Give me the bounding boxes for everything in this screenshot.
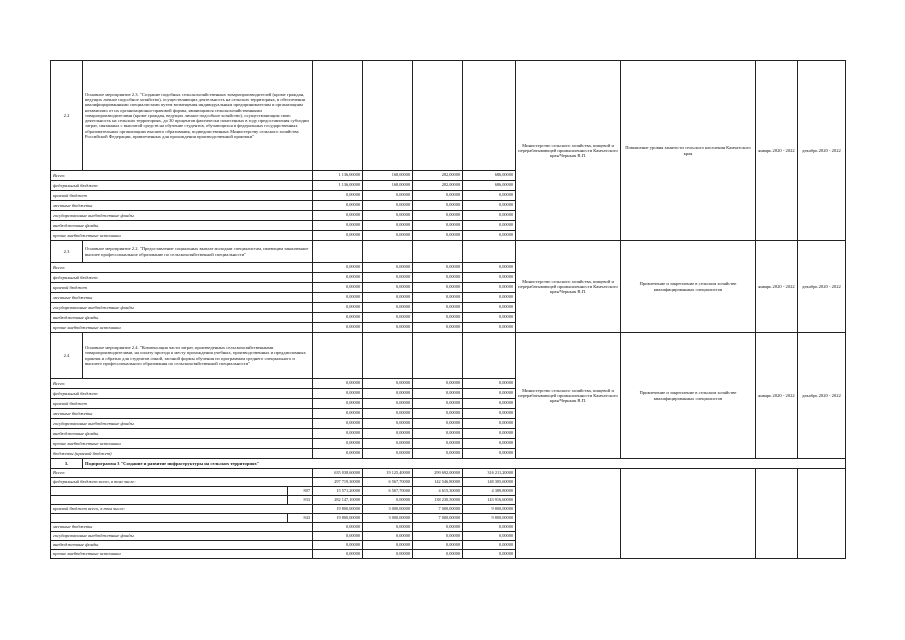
empty-cell (51, 496, 288, 505)
funding-value: 0,00000 (313, 201, 363, 211)
funding-value: 0,00000 (363, 293, 413, 303)
empty-cell (363, 61, 413, 171)
funding-value: 143 916,60000 (463, 496, 516, 505)
funding-value: 0,00000 (463, 273, 516, 283)
empty-cell (413, 61, 463, 171)
funding-source-label: внебюджетные фонды (51, 313, 313, 323)
section-description: Основное мероприятие 2.4. "Компенсация части затрат, произведенных сельскохозяйственными товаропроизводителями, на оплату проезда к месту прохождения учебных, производственных и преддипломных практик и обратно для студентов очной, заочной формы обучения по программам среднего специального и высшего профессионального образования по сельскохозяйственной специальности" (83, 333, 313, 379)
expected-result: Привлечение и закрепление в сельском хозяйстве квалифицированных специалистов (621, 241, 756, 333)
funding-value: 0,00000 (463, 263, 516, 273)
funding-source-label: прочие внебюджетные источники (51, 231, 313, 241)
funding-value: 0,00000 (363, 419, 413, 429)
funding-source-label: местные бюджеты (51, 523, 313, 532)
funding-value: 9 800,00000 (463, 505, 516, 514)
funding-value: 0,00000 (363, 523, 413, 532)
funding-source-label: краевой бюджет (51, 283, 313, 293)
funding-value: 6 567,70000 (363, 487, 413, 496)
funding-value: 9 800,00000 (463, 514, 516, 523)
funding-value: 0,00000 (463, 532, 516, 541)
budget-code: 843 (288, 514, 313, 523)
funding-value: 0,00000 (413, 303, 463, 313)
empty-cell (363, 333, 413, 379)
funding-value: 0,00000 (463, 419, 516, 429)
funding-value: 0,00000 (313, 231, 363, 241)
funding-value: 0,00000 (413, 323, 463, 333)
funding-value: 0,00000 (413, 523, 463, 532)
funding-value: 297 719,30000 (313, 478, 363, 487)
funding-source-label: государственные внебюджетные фонды (51, 532, 313, 541)
funding-value: 0,00000 (463, 283, 516, 293)
funding-value: 3 000,00000 (363, 505, 413, 514)
funding-value: 686,00000 (463, 171, 516, 181)
funding-value: 0,00000 (313, 211, 363, 221)
funding-value: 168,00000 (363, 171, 413, 181)
funding-value: 0,00000 (463, 389, 516, 399)
subprogram-number: 3. (51, 459, 83, 469)
funding-source-label: государственные внебюджетные фонды (51, 303, 313, 313)
funding-source-label: федеральный бюджет (51, 273, 313, 283)
funding-value: 19 125,40000 (363, 469, 413, 478)
funding-value: 142 546,80000 (413, 478, 463, 487)
start-date (756, 469, 798, 559)
funding-source-label: бюджеты (краевой бюджет) (51, 449, 313, 459)
section-header-row (51, 241, 846, 263)
funding-value: 0,00000 (413, 379, 463, 389)
section-number: 2.4 (51, 333, 83, 379)
funding-value: 0,00000 (363, 191, 413, 201)
funding-value: 19 800,00000 (313, 514, 363, 523)
funding-value: 0,00000 (413, 429, 463, 439)
responsible-executor: Министерство сельского хозяйства, пищевой и перерабатывающей промышленности Камчатского края/Черныш В.П. (516, 61, 621, 241)
funding-value: 0,00000 (363, 221, 413, 231)
funding-value: 0,00000 (363, 283, 413, 293)
funding-value: 0,00000 (313, 449, 363, 459)
funding-value: 0,00000 (363, 409, 413, 419)
funding-value: 0,00000 (413, 293, 463, 303)
start-date: январь 2020 - 2022 (756, 333, 798, 459)
funding-value: 19 800,00000 (313, 505, 363, 514)
budget-code: 833 (288, 496, 313, 505)
funding-source-label: федеральный бюджет (51, 181, 313, 191)
funding-source-label: местные бюджеты (51, 409, 313, 419)
funding-value: 0,00000 (413, 550, 463, 559)
funding-value: 0,00000 (463, 221, 516, 231)
funding-value: 0,00000 (363, 496, 413, 505)
empty-cell (463, 241, 516, 263)
funding-value: 0,00000 (363, 323, 413, 333)
funding-value: 0,00000 (413, 221, 463, 231)
funding-source-label: Всего: (51, 263, 313, 273)
funding-value: 0,00000 (463, 550, 516, 559)
funding-value: 0,00000 (463, 201, 516, 211)
funding-value: 0,00000 (363, 389, 413, 399)
funding-value: 0,00000 (313, 263, 363, 273)
funding-source-label: внебюджетные фонды (51, 541, 313, 550)
empty-cell (363, 241, 413, 263)
expected-result: Повышение уровня занятости сельского населения Камчатского края (621, 61, 756, 241)
funding-source-label: прочие внебюджетные источники (51, 323, 313, 333)
funding-value: 0,00000 (463, 303, 516, 313)
funding-source-label: внебюджетные фонды (51, 429, 313, 439)
funding-source-label: внебюджетные фонды (51, 221, 313, 231)
funding-value: 0,00000 (313, 303, 363, 313)
funding-value: 0,00000 (363, 303, 413, 313)
funding-source-label: краевой бюджет (51, 191, 313, 201)
funding-value: 0,00000 (313, 439, 363, 449)
responsible-executor (516, 469, 621, 559)
funding-value: 0,00000 (463, 323, 516, 333)
empty-cell (313, 333, 363, 379)
funding-value: 0,00000 (363, 541, 413, 550)
funding-value: 0,00000 (413, 532, 463, 541)
funding-value: 0,00000 (413, 263, 463, 273)
funding-value: 0,00000 (413, 191, 463, 201)
funding-value: 4 615,30000 (413, 487, 463, 496)
funding-value: 0,00000 (363, 231, 413, 241)
responsible-executor: Министерство сельского хозяйства, пищевой и перерабатывающей промышленности Камчатского края/Черныш В.П. (516, 241, 621, 333)
funding-value: 0,00000 (463, 313, 516, 323)
funding-value: 0,00000 (363, 399, 413, 409)
section-number: 2.2 (51, 61, 83, 171)
funding-value: 4 389,80000 (463, 487, 516, 496)
funding-value: 686,00000 (463, 181, 516, 191)
funding-source-label: прочие внебюджетные источники (51, 550, 313, 559)
funding-value: 0,00000 (463, 541, 516, 550)
funding-source-label: государственные внебюджетные фонды (51, 211, 313, 221)
funding-value: 0,00000 (313, 550, 363, 559)
end-date: декабрь 2020 - 2022 (798, 61, 846, 241)
funding-value: 6 567,70000 (363, 478, 413, 487)
end-date: декабрь 2020 - 2022 (798, 241, 846, 333)
funding-value: 0,00000 (313, 389, 363, 399)
funding-value: 3 000,00000 (363, 514, 413, 523)
empty-cell (313, 61, 363, 171)
funding-value: 316 211,20000 (463, 469, 516, 478)
funding-value: 1 136,00000 (313, 181, 363, 191)
funding-value: 0,00000 (413, 273, 463, 283)
funding-value: 282,00000 (413, 181, 463, 191)
section-header-row (51, 333, 846, 379)
funding-value: 282 147,10000 (313, 496, 363, 505)
funding-value: 0,00000 (313, 293, 363, 303)
expected-result (621, 469, 756, 559)
funding-value: 0,00000 (413, 399, 463, 409)
funding-source-label: прочие внебюджетные источники (51, 439, 313, 449)
funding-value: 635 038,60000 (313, 469, 363, 478)
section-description: Основное мероприятие 2.3. "Создание подобных сельскохозяйственных товаропроизводителей (кроме граждан, ведущих личное подсобное хозяйство), осуществляющих деятельность на сельских территориях, в обеспечении квалифицированными специалистами путем возмещения индивидуальным предпринимателям и организациям независимо от их организационно-правовой формы, являющимся сельскохозяйственными товаропроизводителями (кроме граждан, ведущих личное подсобное хозяйство), осуществляющим свою деятельность на сельских территориях, до 30 процентов фактически понесенных в году предоставления субсидии затрат, связанных с выплатой средств на обучение студентов, обучающихся в федеральных государственных образовательных организациях высшего образования, подведомственных Министерству сельского хозяйства Российской Федерации, привлеченных для прохождения производственной практики" (83, 61, 313, 171)
funding-value: 0,00000 (313, 409, 363, 419)
funding-value: 0,00000 (313, 379, 363, 389)
funding-value: 0,00000 (313, 323, 363, 333)
start-date: январь 2020 - 2022 (756, 241, 798, 333)
funding-value: 0,00000 (463, 293, 516, 303)
funding-value: 0,00000 (463, 523, 516, 532)
empty-cell (413, 333, 463, 379)
funding-source-label: местные бюджеты (51, 293, 313, 303)
budget-code: 807 (288, 487, 313, 496)
funding-value: 0,00000 (313, 523, 363, 532)
funding-value: 7 000,00000 (413, 505, 463, 514)
empty-cell (51, 514, 288, 523)
funding-value: 0,00000 (363, 273, 413, 283)
funding-value: 0,00000 (313, 541, 363, 550)
responsible-executor: Министерство сельского хозяйства, пищевой и перерабатывающей промышленности Камчатского края/Черныш В.П. (516, 333, 621, 459)
funding-value: 0,00000 (463, 409, 516, 419)
funding-value: 0,00000 (413, 409, 463, 419)
funding-source-label: краевой бюджет всего, в том числе: (51, 505, 313, 514)
section-number: 2.3 (51, 241, 83, 263)
funding-value: 148 305,60000 (463, 478, 516, 487)
funding-value: 0,00000 (413, 449, 463, 459)
funding-source-label: федеральный бюджет (51, 389, 313, 399)
subprogram-funding-row (51, 469, 846, 478)
start-date: январь 2020 - 2022 (756, 61, 798, 241)
funding-value: 0,00000 (463, 439, 516, 449)
funding-value: 0,00000 (313, 283, 363, 293)
empty-cell (313, 241, 363, 263)
funding-value: 0,00000 (313, 273, 363, 283)
funding-value: 0,00000 (363, 429, 413, 439)
funding-source-label: краевой бюджет (51, 399, 313, 409)
budget-table (50, 60, 846, 559)
funding-value: 0,00000 (313, 532, 363, 541)
empty-cell (463, 61, 516, 171)
funding-value: 0,00000 (363, 263, 413, 273)
funding-value: 0,00000 (313, 399, 363, 409)
funding-value: 0,00000 (313, 191, 363, 201)
funding-value: 0,00000 (463, 399, 516, 409)
funding-source-label: местные бюджеты (51, 201, 313, 211)
funding-value: 1 136,00000 (313, 171, 363, 181)
funding-value: 0,00000 (413, 439, 463, 449)
funding-value: 0,00000 (413, 211, 463, 221)
funding-value: 0,00000 (463, 429, 516, 439)
subprogram-title-row (51, 459, 846, 469)
funding-value: 0,00000 (363, 550, 413, 559)
funding-value: 0,00000 (363, 211, 413, 221)
funding-value: 0,00000 (313, 429, 363, 439)
funding-value: 282,00000 (413, 171, 463, 181)
section-description: Основное мероприятие 2.2. "Предоставление социальных выплат молодым специалистам, имеющим законченное высшее профессиональное образование по сельскохозяйственной специальности" (83, 241, 313, 263)
funding-value: 0,00000 (463, 449, 516, 459)
end-date: декабрь 2020 - 2022 (798, 333, 846, 459)
end-date (798, 469, 846, 559)
funding-source-label: федеральный бюджет всего, в том числе: (51, 478, 313, 487)
funding-source-label: Всего: (51, 469, 313, 478)
funding-value: 0,00000 (363, 439, 413, 449)
section-header-row (51, 61, 846, 171)
funding-value: 168,00000 (363, 181, 413, 191)
funding-value: 0,00000 (413, 231, 463, 241)
funding-source-label: государственные внебюджетные фонды (51, 419, 313, 429)
funding-value: 0,00000 (413, 201, 463, 211)
funding-value: 0,00000 (463, 379, 516, 389)
funding-value: 0,00000 (463, 191, 516, 201)
funding-value: 0,00000 (363, 449, 413, 459)
funding-value: 0,00000 (413, 389, 463, 399)
funding-value: 138 230,50000 (413, 496, 463, 505)
funding-value: 0,00000 (363, 313, 413, 323)
funding-value: 0,00000 (363, 201, 413, 211)
funding-source-label: Всего: (51, 171, 313, 181)
funding-value: 0,00000 (413, 419, 463, 429)
funding-value: 0,00000 (313, 419, 363, 429)
funding-value: 0,00000 (413, 283, 463, 293)
funding-value: 15 571,20000 (313, 487, 363, 496)
funding-source-label: Всего: (51, 379, 313, 389)
expected-result: Привлечение и закрепление в сельском хозяйстве квалифицированных специалистов (621, 333, 756, 459)
funding-value: 0,00000 (363, 379, 413, 389)
budget-table-body (51, 61, 846, 559)
empty-cell (51, 487, 288, 496)
funding-value: 0,00000 (313, 221, 363, 231)
funding-value: 0,00000 (413, 541, 463, 550)
funding-value: 0,00000 (313, 313, 363, 323)
funding-value: 0,00000 (363, 532, 413, 541)
funding-value: 0,00000 (413, 313, 463, 323)
funding-value: 0,00000 (463, 231, 516, 241)
subprogram-title: Подпрограмма 3 "Создание и развитие инфраструктуры на сельских территориях" (83, 459, 846, 469)
funding-value: 0,00000 (463, 211, 516, 221)
empty-cell (463, 333, 516, 379)
funding-value: 7 000,00000 (413, 514, 463, 523)
empty-cell (413, 241, 463, 263)
funding-value: 299 692,00000 (413, 469, 463, 478)
